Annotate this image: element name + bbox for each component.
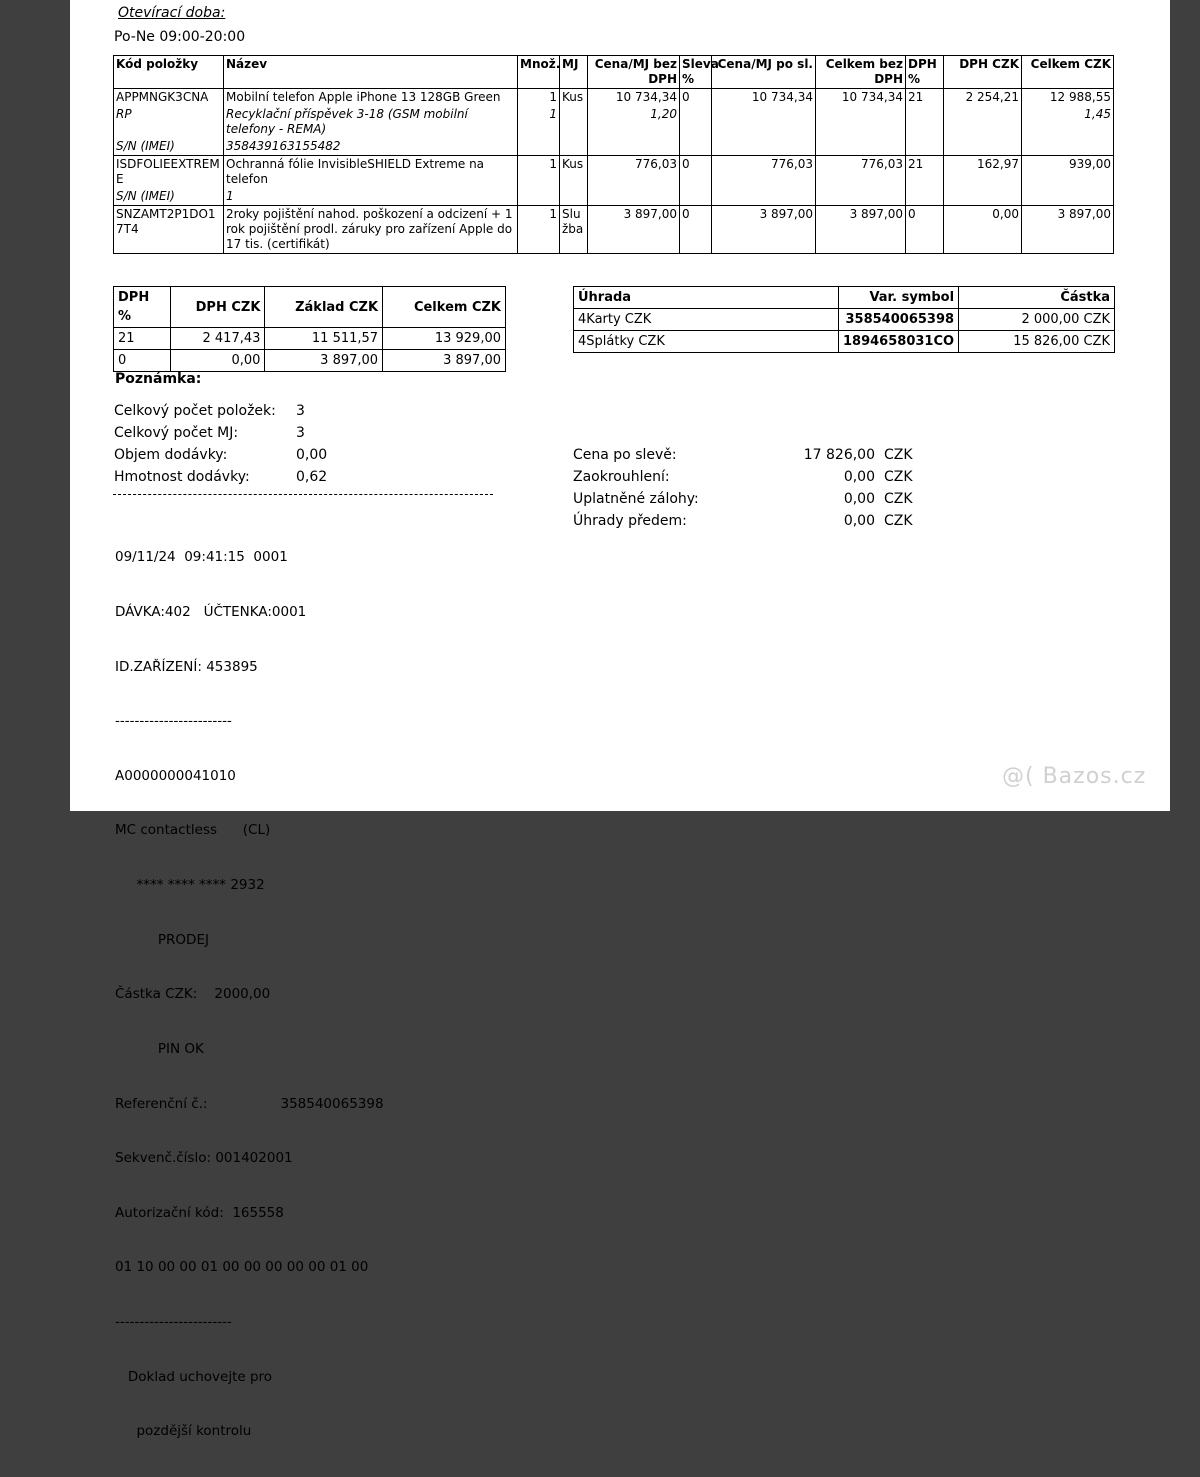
receipt-line: ID.ZAŘÍZENÍ: 453895 <box>115 658 258 675</box>
sub-serial: 1 <box>224 188 518 206</box>
item-qty: 1 <box>518 89 560 107</box>
col-qty: Množ. <box>518 56 560 89</box>
summary-label: Celkový počet MJ: <box>114 425 239 441</box>
vat-rate: 0 <box>114 350 171 372</box>
item-total-no-vat: 3 897,00 <box>816 206 906 254</box>
total-currency: CZK <box>884 447 913 463</box>
sub-name: Recyklační příspěvek 3-18 (GSM mobilní telefony - REMA) <box>224 106 518 138</box>
item-discount: 0 <box>680 206 712 254</box>
receipt-line: A0000000041010 <box>115 767 236 784</box>
col-code: Kód položky <box>114 56 224 89</box>
item-total-no-vat: 10 734,34 <box>816 89 906 107</box>
item-price-after: 3 897,00 <box>712 206 816 254</box>
total-label: Uplatněné zálohy: <box>573 491 699 507</box>
pay-amount: 15 826,00 CZK <box>959 331 1115 353</box>
table-row <box>114 328 506 350</box>
opening-hours-title: Otevírací doba: <box>118 5 226 21</box>
item-price: 3 897,00 <box>588 206 680 254</box>
summary-label: Celkový počet položek: <box>114 403 276 419</box>
item-vat-pct: 21 <box>906 156 944 189</box>
sub-serial: 358439163155482 <box>224 138 518 156</box>
item-name: 2roky pojištění nahod. poškození a odcizení + 1 rok pojištění prodl. záruky pro zařízení Apple do 17 tis. (certifikát) <box>224 206 518 254</box>
pay-col-amount: Částka <box>959 287 1115 309</box>
pay-symbol: 1894658031CO <box>839 331 959 353</box>
pay-col-symbol: Var. symbol <box>839 287 959 309</box>
item-vat-pct: 0 <box>906 206 944 254</box>
item-total: 939,00 <box>1022 156 1114 189</box>
item-discount: 0 <box>680 156 712 189</box>
receipt-line: PRODEJ <box>115 931 209 948</box>
item-total-no-vat: 776,03 <box>816 156 906 189</box>
summary-label: Hmotnost dodávky: <box>114 469 250 485</box>
item-unit: Služba <box>560 206 588 254</box>
item-name: Mobilní telefon Apple iPhone 13 128GB Green <box>224 89 518 107</box>
receipt-line: MC contactless (CL) <box>115 822 271 839</box>
vat-rate: 21 <box>114 328 171 350</box>
receipt-line: Autorizační kód: 165558 <box>115 1204 284 1221</box>
table-row <box>574 309 1115 331</box>
sub-code: S/N (IMEI) <box>114 188 224 206</box>
item-vat-pct: 21 <box>906 89 944 107</box>
col-total-no-vat: Celkem bez DPH <box>816 56 906 89</box>
col-vat: DPH CZK <box>944 56 1022 89</box>
total-value: 0,00 <box>843 469 875 485</box>
vat-col-total: Celkem CZK <box>383 287 506 328</box>
table-row <box>114 156 1114 189</box>
col-total: Celkem CZK <box>1022 56 1114 89</box>
col-discount: Sleva % <box>680 56 712 89</box>
item-code: ISDFOLIEEXTREME <box>114 156 224 189</box>
summary-value: 0,62 <box>296 469 328 485</box>
receipt-line: Referenční č.: 358540065398 <box>115 1095 384 1112</box>
pay-amount: 2 000,00 CZK <box>959 309 1115 331</box>
receipt-line: pozdější kontrolu <box>115 1423 252 1440</box>
vat-base: 11 511,57 <box>265 328 383 350</box>
receipt-line: Sekvenč.číslo: 001402001 <box>115 1150 293 1167</box>
payment-table <box>573 286 1115 353</box>
receipt-line: DÁVKA:402 ÚČTENKA:0001 <box>115 604 307 621</box>
vat-total: 13 929,00 <box>383 328 506 350</box>
card-receipt <box>115 512 384 1477</box>
vat-summary-table <box>113 286 506 372</box>
item-unit: Kus <box>560 156 588 189</box>
table-subrow <box>114 188 1114 206</box>
item-unit: Kus <box>560 89 588 107</box>
col-price-after: Cena/MJ po sl. <box>712 56 816 89</box>
col-vat-pct: DPH % <box>906 56 944 89</box>
vat-header-row <box>114 287 506 328</box>
total-currency: CZK <box>884 513 913 529</box>
receipt-line: 01 10 00 00 01 00 00 00 00 00 01 00 <box>115 1259 369 1276</box>
vat-total: 3 897,00 <box>383 350 506 372</box>
summary-label: Objem dodávky: <box>114 447 228 463</box>
item-qty: 1 <box>518 206 560 254</box>
pay-symbol: 358540065398 <box>839 309 959 331</box>
item-code: SNZAMT2P1DO17T4 <box>114 206 224 254</box>
table-row <box>114 206 1114 254</box>
receipt-line: ------------------------ <box>115 1313 232 1330</box>
item-name: Ochranná fólie InvisibleSHIELD Extreme na telefon <box>224 156 518 189</box>
vat-base: 3 897,00 <box>265 350 383 372</box>
total-currency: CZK <box>884 469 913 485</box>
total-value: 0,00 <box>843 491 875 507</box>
col-price: Cena/MJ bez DPH <box>588 56 680 89</box>
total-label: Úhrady předem: <box>573 513 687 529</box>
table-row <box>114 350 506 372</box>
sub-code: S/N (IMEI) <box>114 138 224 156</box>
receipt-line: Doklad uchovejte pro <box>115 1368 273 1385</box>
item-price: 776,03 <box>588 156 680 189</box>
total-label: Cena po slevě: <box>573 447 677 463</box>
vat-col-vat: DPH CZK <box>171 287 265 328</box>
receipt-line: Částka CZK: 2000,00 <box>115 986 271 1003</box>
summary-value: 0,00 <box>296 447 328 463</box>
summary-value: 3 <box>296 425 305 441</box>
total-currency: CZK <box>884 491 913 507</box>
sub-qty: 1 <box>518 106 560 138</box>
pay-method: 4Splátky CZK <box>574 331 839 353</box>
item-price-after: 776,03 <box>712 156 816 189</box>
vat-col-base: Základ CZK <box>265 287 383 328</box>
receipt-line: ------------------------ <box>115 713 232 730</box>
total-value: 0,00 <box>843 513 875 529</box>
opening-hours-text: Po-Ne 09:00-20:00 <box>114 29 246 45</box>
item-price-after: 10 734,34 <box>712 89 816 107</box>
vat-amount: 0,00 <box>171 350 265 372</box>
bazos-watermark: @( Bazos.cz <box>1002 764 1147 789</box>
col-name: Název <box>224 56 518 89</box>
col-unit: MJ <box>560 56 588 89</box>
note-title: Poznámka: <box>115 371 202 387</box>
pay-col-method: Úhrada <box>574 287 839 309</box>
item-total: 3 897,00 <box>1022 206 1114 254</box>
items-table <box>113 55 1114 254</box>
item-qty: 1 <box>518 156 560 189</box>
items-header-row <box>114 56 1114 89</box>
vat-amount: 2 417,43 <box>171 328 265 350</box>
item-total: 12 988,55 <box>1022 89 1114 107</box>
table-row <box>114 89 1114 107</box>
total-value: 17 826,00 <box>803 447 875 463</box>
table-row <box>574 331 1115 353</box>
document-page <box>70 0 1170 1440</box>
vat-col-pct: DPH % <box>114 287 171 328</box>
receipt-line: 09/11/24 09:41:15 0001 <box>115 549 288 566</box>
item-code: APPMNGK3CNA <box>114 89 224 107</box>
receipt-line: **** **** **** 2932 <box>115 877 265 894</box>
sub-total: 1,45 <box>1022 106 1114 138</box>
item-vat: 162,97 <box>944 156 1022 189</box>
item-vat: 2 254,21 <box>944 89 1022 107</box>
table-subrow <box>114 138 1114 156</box>
sub-code: RP <box>114 106 224 138</box>
item-vat: 0,00 <box>944 206 1022 254</box>
item-discount: 0 <box>680 89 712 107</box>
pay-method: 4Karty CZK <box>574 309 839 331</box>
pay-header-row <box>574 287 1115 309</box>
item-price: 10 734,34 <box>588 89 680 107</box>
total-label: Zaokrouhlení: <box>573 469 670 485</box>
dashed-divider <box>113 494 493 495</box>
sub-price: 1,20 <box>588 106 680 138</box>
table-subrow <box>114 106 1114 138</box>
receipt-line: PIN OK <box>115 1040 204 1057</box>
summary-value: 3 <box>296 403 305 419</box>
